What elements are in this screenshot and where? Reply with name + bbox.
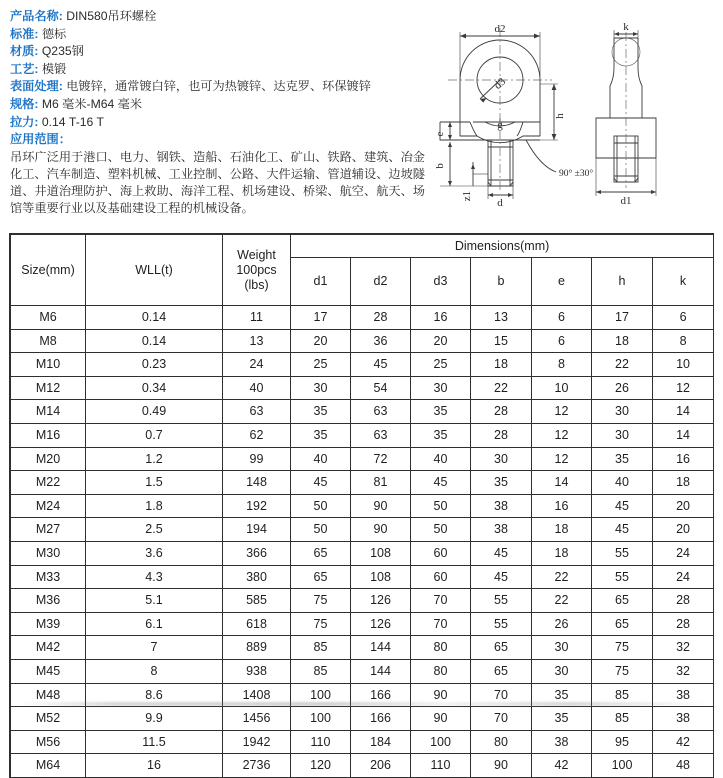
- table-header: [11, 235, 714, 306]
- cell-size: M6: [11, 306, 86, 330]
- cell-k: 14: [653, 400, 714, 424]
- spec-label: 标准:: [10, 26, 39, 41]
- cell-e: 12: [532, 423, 592, 447]
- spec-value: Q235钢: [41, 44, 84, 59]
- column-header-wll: WLL(t): [86, 235, 223, 306]
- cell-b: 55: [471, 589, 532, 613]
- cell-h: 17: [592, 306, 653, 330]
- column-header-weight-line2: 100pcs: [236, 262, 277, 277]
- cell-size: M39: [11, 612, 86, 636]
- cell-e: 38: [532, 730, 592, 754]
- cell-d2: 90: [351, 494, 411, 518]
- column-header-b: b: [471, 258, 532, 306]
- cell-d1: 17: [291, 306, 351, 330]
- cell-k: 32: [653, 659, 714, 683]
- cell-weight: 194: [223, 518, 291, 542]
- cell-e: 6: [532, 329, 592, 353]
- cell-b: 13: [471, 306, 532, 330]
- table-row: [11, 376, 714, 400]
- cell-d1: 50: [291, 494, 351, 518]
- cell-k: 28: [653, 612, 714, 636]
- cell-d3: 70: [411, 612, 471, 636]
- cell-d3: 110: [411, 754, 471, 778]
- cell-wll: 0.14: [86, 329, 223, 353]
- eye-bolt-drawing-svg: [428, 6, 720, 216]
- drawing-label-h: h: [554, 113, 566, 119]
- drawing-label-angle: 90° ±30°: [559, 169, 594, 179]
- cell-b: 65: [471, 636, 532, 660]
- cell-h: 85: [592, 683, 653, 707]
- cell-d3: 35: [411, 400, 471, 424]
- cell-d2: 184: [351, 730, 411, 754]
- specification-table: [10, 234, 714, 778]
- drawing-label-d3: d3: [491, 75, 509, 92]
- dim-e: [448, 122, 452, 140]
- cell-k: 6: [653, 306, 714, 330]
- cell-wll: 8: [86, 659, 223, 683]
- cell-weight: 366: [223, 541, 291, 565]
- cell-e: 12: [532, 400, 592, 424]
- cell-wll: 11.5: [86, 730, 223, 754]
- side-view: [596, 38, 656, 182]
- cell-weight: 889: [223, 636, 291, 660]
- spec-label: 规格:: [10, 96, 39, 111]
- cell-d1: 110: [291, 730, 351, 754]
- cell-weight: 40: [223, 376, 291, 400]
- cell-k: 24: [653, 541, 714, 565]
- table-drop-shadow: [18, 702, 708, 706]
- cell-d3: 35: [411, 423, 471, 447]
- cell-k: 10: [653, 353, 714, 377]
- spec-value: M6 毫米-M64 毫米: [41, 96, 143, 111]
- cell-h: 75: [592, 659, 653, 683]
- table-row: [11, 306, 714, 330]
- cell-b: 18: [471, 353, 532, 377]
- cell-h: 30: [592, 423, 653, 447]
- cell-k: 38: [653, 683, 714, 707]
- cell-d3: 30: [411, 376, 471, 400]
- cell-size: M24: [11, 494, 86, 518]
- cell-d3: 60: [411, 541, 471, 565]
- cell-wll: 16: [86, 754, 223, 778]
- spec-line-process: [10, 61, 430, 79]
- cell-wll: 1.5: [86, 471, 223, 495]
- cell-wll: 4.3: [86, 565, 223, 589]
- cell-d3: 80: [411, 659, 471, 683]
- cell-weight: 63: [223, 400, 291, 424]
- cell-d2: 144: [351, 636, 411, 660]
- cell-wll: 5.1: [86, 589, 223, 613]
- table-row: [11, 353, 714, 377]
- spec-label: 产品名称:: [10, 9, 63, 23]
- cell-size: M10: [11, 353, 86, 377]
- cell-d2: 72: [351, 447, 411, 471]
- cell-size: M12: [11, 376, 86, 400]
- cell-h: 35: [592, 447, 653, 471]
- cell-weight: 618: [223, 612, 291, 636]
- spec-label: 工艺:: [10, 61, 39, 76]
- cell-k: 28: [653, 589, 714, 613]
- drawing-label-z1: z1: [461, 190, 473, 202]
- spec-label: 材质:: [10, 44, 39, 59]
- cell-e: 8: [532, 353, 592, 377]
- drawing-label-e: e: [434, 131, 446, 137]
- table-row: [11, 589, 714, 613]
- spec-value: DIN580吊环螺栓: [66, 9, 157, 23]
- cell-wll: 6.1: [86, 612, 223, 636]
- cell-size: M45: [11, 659, 86, 683]
- cell-d1: 120: [291, 754, 351, 778]
- cell-wll: 1.8: [86, 494, 223, 518]
- cell-e: 22: [532, 565, 592, 589]
- cell-k: 38: [653, 707, 714, 731]
- cell-d2: 108: [351, 541, 411, 565]
- spec-label: 拉力:: [10, 114, 39, 129]
- cell-d3: 90: [411, 683, 471, 707]
- dim-z1: [471, 162, 488, 186]
- column-header-d3: d3: [411, 258, 471, 306]
- cell-d2: 54: [351, 376, 411, 400]
- cell-d3: 20: [411, 329, 471, 353]
- cell-d1: 20: [291, 329, 351, 353]
- cell-size: M33: [11, 565, 86, 589]
- column-header-weight-line1: Weight: [237, 247, 276, 262]
- cell-d3: 90: [411, 707, 471, 731]
- column-header-e: e: [532, 258, 592, 306]
- cell-weight: 1942: [223, 730, 291, 754]
- table-row: [11, 730, 714, 754]
- drawing-label-g: g: [497, 119, 503, 131]
- cell-e: 30: [532, 659, 592, 683]
- cell-d1: 35: [291, 423, 351, 447]
- cell-wll: 1.2: [86, 447, 223, 471]
- cell-h: 65: [592, 589, 653, 613]
- cell-d2: 90: [351, 518, 411, 542]
- cell-k: 48: [653, 754, 714, 778]
- cell-k: 12: [653, 376, 714, 400]
- cell-d3: 100: [411, 730, 471, 754]
- cell-b: 90: [471, 754, 532, 778]
- cell-weight: 99: [223, 447, 291, 471]
- cell-d3: 40: [411, 447, 471, 471]
- drawing-label-d: d: [497, 197, 503, 209]
- cell-h: 100: [592, 754, 653, 778]
- table-body: [11, 306, 714, 778]
- cell-b: 55: [471, 612, 532, 636]
- cell-e: 30: [532, 636, 592, 660]
- cell-weight: 938: [223, 659, 291, 683]
- spec-value: 模锻: [41, 61, 67, 76]
- spec-line-material: [10, 43, 430, 61]
- cell-weight: 1456: [223, 707, 291, 731]
- cell-d1: 40: [291, 447, 351, 471]
- cell-weight: 13: [223, 329, 291, 353]
- cell-b: 70: [471, 707, 532, 731]
- cell-weight: 24: [223, 353, 291, 377]
- cell-d2: 166: [351, 707, 411, 731]
- cell-d1: 35: [291, 400, 351, 424]
- cell-wll: 2.5: [86, 518, 223, 542]
- cell-d3: 60: [411, 565, 471, 589]
- cell-size: M48: [11, 683, 86, 707]
- cell-wll: 0.7: [86, 423, 223, 447]
- cell-weight: 585: [223, 589, 291, 613]
- cell-d3: 50: [411, 494, 471, 518]
- cell-d2: 108: [351, 565, 411, 589]
- cell-d2: 166: [351, 683, 411, 707]
- cell-wll: 7: [86, 636, 223, 660]
- table-row: [11, 636, 714, 660]
- drawing-label-d1: d1: [620, 195, 632, 207]
- cell-k: 14: [653, 423, 714, 447]
- cell-d1: 100: [291, 683, 351, 707]
- column-header-d1: d1: [291, 258, 351, 306]
- cell-d3: 70: [411, 589, 471, 613]
- cell-b: 22: [471, 376, 532, 400]
- cell-d1: 65: [291, 565, 351, 589]
- cell-e: 42: [532, 754, 592, 778]
- cell-weight: 62: [223, 423, 291, 447]
- table-row: [11, 518, 714, 542]
- cell-d2: 63: [351, 423, 411, 447]
- cell-d3: 45: [411, 471, 471, 495]
- cell-e: 22: [532, 589, 592, 613]
- drawing-label-k: k: [623, 21, 629, 33]
- cell-wll: 0.14: [86, 306, 223, 330]
- cell-e: 35: [532, 683, 592, 707]
- cell-h: 22: [592, 353, 653, 377]
- column-header-weight-line3: (lbs): [244, 277, 269, 292]
- cell-b: 15: [471, 329, 532, 353]
- cell-d2: 28: [351, 306, 411, 330]
- column-header-d2: d2: [351, 258, 411, 306]
- column-header-weight: [223, 235, 291, 306]
- column-header-dimensions-group: Dimensions(mm): [291, 235, 714, 258]
- cell-b: 38: [471, 494, 532, 518]
- cell-d2: 126: [351, 589, 411, 613]
- cell-d1: 30: [291, 376, 351, 400]
- cell-h: 30: [592, 400, 653, 424]
- cell-d1: 50: [291, 518, 351, 542]
- cell-b: 30: [471, 447, 532, 471]
- table-row: [11, 423, 714, 447]
- dim-b: [440, 142, 488, 186]
- cell-size: M22: [11, 471, 86, 495]
- cell-h: 55: [592, 565, 653, 589]
- cell-d2: 63: [351, 400, 411, 424]
- cell-wll: 0.34: [86, 376, 223, 400]
- cell-size: M52: [11, 707, 86, 731]
- cell-h: 45: [592, 494, 653, 518]
- cell-d2: 36: [351, 329, 411, 353]
- cell-k: 20: [653, 494, 714, 518]
- cell-e: 14: [532, 471, 592, 495]
- cell-k: 24: [653, 565, 714, 589]
- cell-b: 45: [471, 565, 532, 589]
- cell-e: 35: [532, 707, 592, 731]
- cell-size: M56: [11, 730, 86, 754]
- cell-d3: 50: [411, 518, 471, 542]
- application-scope-label: 应用范围：: [10, 132, 71, 147]
- dim-h: [540, 84, 558, 140]
- column-header-h: h: [592, 258, 653, 306]
- cell-size: M42: [11, 636, 86, 660]
- spec-value: 电镀锌，通常镀白锌，也可为热镀锌、达克罗、环保镀锌: [66, 79, 371, 94]
- cell-size: M16: [11, 423, 86, 447]
- cell-size: M27: [11, 518, 86, 542]
- cell-h: 18: [592, 329, 653, 353]
- cell-e: 18: [532, 518, 592, 542]
- spec-value: 0.14 T-16 T: [41, 114, 104, 129]
- cell-b: 65: [471, 659, 532, 683]
- table-row: [11, 754, 714, 778]
- application-scope-text: 吊环广泛用于港口、电力、钢铁、造船、石油化工、矿山、铁路、建筑、冶金化工、汽车制造、塑料机械、工业控制、公路、大件运输、管道辅设、边坡隧道、井道治理防护、海上救助、海洋工程、机场建设、桥梁、航空、航天、场馆等重要行业以及基础建设工程的机械设备。: [10, 149, 425, 216]
- cell-b: 80: [471, 730, 532, 754]
- spec-line-product-name: [10, 8, 430, 26]
- cell-wll: 3.6: [86, 541, 223, 565]
- cell-wll: 8.6: [86, 683, 223, 707]
- technical-drawing: [428, 6, 720, 216]
- specification-table-container: [10, 234, 713, 778]
- drawing-label-d2: d2: [494, 23, 506, 35]
- table-row: [11, 565, 714, 589]
- spec-line-standard: [10, 26, 430, 44]
- cell-b: 45: [471, 541, 532, 565]
- cell-size: M8: [11, 329, 86, 353]
- spec-line-tensile: [10, 114, 430, 132]
- cell-d1: 75: [291, 612, 351, 636]
- spec-line-surface-treatment: [10, 78, 430, 96]
- cell-wll: 0.23: [86, 353, 223, 377]
- cell-d3: 80: [411, 636, 471, 660]
- cell-h: 26: [592, 376, 653, 400]
- spec-label: 表面处理:: [10, 79, 63, 94]
- table-row: [11, 447, 714, 471]
- cell-e: 18: [532, 541, 592, 565]
- cell-d1: 75: [291, 589, 351, 613]
- cell-weight: 2736: [223, 754, 291, 778]
- table-row: [11, 329, 714, 353]
- cell-wll: 9.9: [86, 707, 223, 731]
- cell-e: 16: [532, 494, 592, 518]
- cell-d2: 206: [351, 754, 411, 778]
- cell-d1: 100: [291, 707, 351, 731]
- cell-h: 85: [592, 707, 653, 731]
- cell-k: 42: [653, 730, 714, 754]
- spec-line-size-range: [10, 96, 430, 114]
- table-row: [11, 659, 714, 683]
- cell-d2: 144: [351, 659, 411, 683]
- cell-wll: 0.49: [86, 400, 223, 424]
- cell-k: 20: [653, 518, 714, 542]
- front-view: [440, 40, 540, 186]
- table-row: [11, 400, 714, 424]
- table-row: [11, 541, 714, 565]
- cell-b: 28: [471, 423, 532, 447]
- cell-b: 28: [471, 400, 532, 424]
- cell-d1: 45: [291, 471, 351, 495]
- cell-b: 70: [471, 683, 532, 707]
- table-row: [11, 707, 714, 731]
- cell-h: 45: [592, 518, 653, 542]
- table-row: [11, 471, 714, 495]
- column-header-size: Size(mm): [11, 235, 86, 306]
- cell-k: 18: [653, 471, 714, 495]
- cell-d1: 85: [291, 659, 351, 683]
- table-row: [11, 494, 714, 518]
- cell-size: M30: [11, 541, 86, 565]
- cell-b: 38: [471, 518, 532, 542]
- cell-size: M20: [11, 447, 86, 471]
- cell-e: 10: [532, 376, 592, 400]
- cell-d1: 65: [291, 541, 351, 565]
- spec-value: 德标: [41, 26, 67, 41]
- cell-d2: 45: [351, 353, 411, 377]
- cell-d1: 85: [291, 636, 351, 660]
- cell-h: 40: [592, 471, 653, 495]
- cell-d2: 81: [351, 471, 411, 495]
- table-header-row-1: [11, 235, 714, 258]
- cell-weight: 1408: [223, 683, 291, 707]
- cell-d3: 25: [411, 353, 471, 377]
- cell-e: 26: [532, 612, 592, 636]
- table-row: [11, 612, 714, 636]
- cell-k: 32: [653, 636, 714, 660]
- cell-size: M36: [11, 589, 86, 613]
- cell-b: 35: [471, 471, 532, 495]
- cell-k: 8: [653, 329, 714, 353]
- cell-d3: 16: [411, 306, 471, 330]
- product-spec-block: [10, 8, 430, 218]
- cell-h: 95: [592, 730, 653, 754]
- cell-e: 12: [532, 447, 592, 471]
- cell-weight: 148: [223, 471, 291, 495]
- cell-weight: 192: [223, 494, 291, 518]
- cell-weight: 380: [223, 565, 291, 589]
- cell-weight: 11: [223, 306, 291, 330]
- cell-h: 55: [592, 541, 653, 565]
- column-header-k: k: [653, 258, 714, 306]
- cell-d1: 25: [291, 353, 351, 377]
- drawing-label-b: b: [434, 163, 446, 169]
- angle-leader: [526, 140, 556, 172]
- cell-h: 75: [592, 636, 653, 660]
- cell-size: M64: [11, 754, 86, 778]
- cell-k: 16: [653, 447, 714, 471]
- cell-e: 6: [532, 306, 592, 330]
- cell-size: M14: [11, 400, 86, 424]
- cell-h: 65: [592, 612, 653, 636]
- cell-d2: 126: [351, 612, 411, 636]
- dim-d2: [460, 32, 540, 80]
